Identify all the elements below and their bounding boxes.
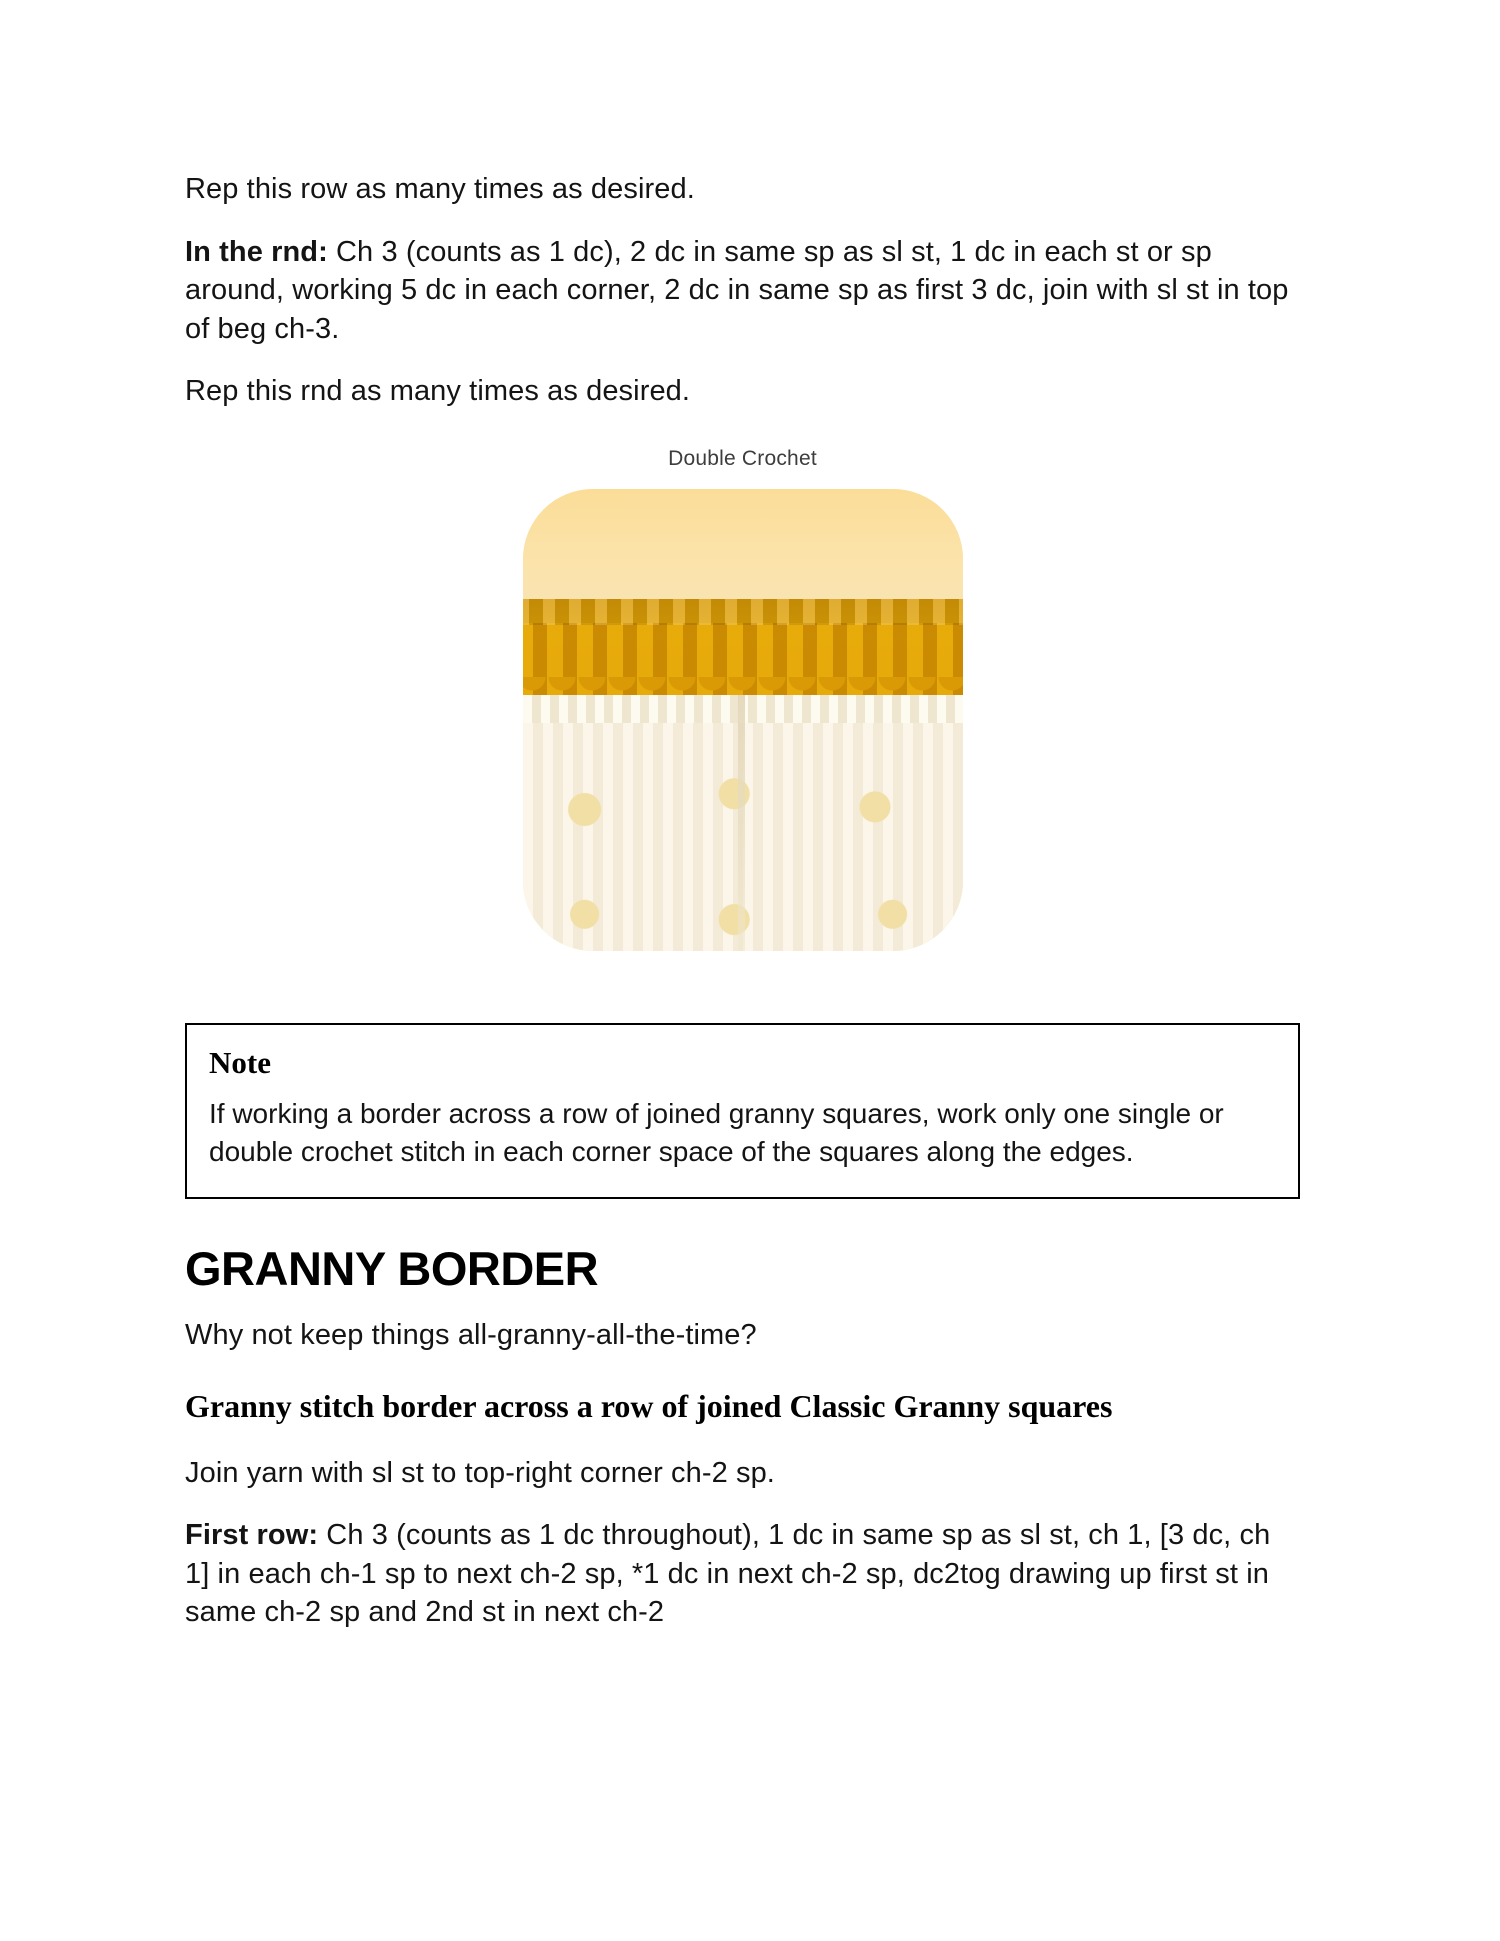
paragraph-join-yarn: Join yarn with sl st to top-right corner ch-2 sp. (185, 1456, 775, 1489)
paragraph-in-the-rnd-body: Ch 3 (counts as 1 dc), 2 dc in same sp as sl st, 1 dc in each st or sp around, working 5 dc in each corner, 2 dc in same sp as first 3 dc, join with sl st in top of beg ch-3. (185, 235, 1289, 345)
paragraph-in-the-rnd (185, 233, 1300, 349)
swatch-double-crochet-band (523, 599, 963, 695)
document-content (185, 170, 1300, 1656)
paragraph-rep-row: Rep this row as many times as desired. (185, 173, 695, 205)
figure-caption: Double Crochet (668, 446, 817, 470)
swatch-band-scallop (523, 677, 963, 705)
paragraph-first-row-body: Ch 3 (counts as 1 dc throughout), 1 dc in same sp as sl st, ch 1, [3 dc, ch 1] in each ch-1 sp to next ch-2 sp, *1 dc in next ch-2 sp, dc2tog drawing up first st in same ch-2 sp and 2nd st in next ch-2 (185, 1519, 1271, 1629)
crochet-swatch-image (523, 489, 963, 951)
section-subtitle: Granny stitch border across a row of joined Classic Granny squares (185, 1387, 1113, 1424)
note-title: Note (209, 1044, 271, 1080)
figure-wrapper (185, 489, 1300, 951)
note-text: If working a border across a row of joined granny squares, work only one single or double crochet stitch in each corner space of the squares along the edges. (209, 1097, 1224, 1167)
swatch-granny-squares (523, 689, 963, 951)
paragraph-in-the-rnd-lead: In the rnd: (185, 235, 328, 268)
section-title-granny-border: GRANNY BORDER (185, 1241, 599, 1295)
paragraph-first-row (185, 1516, 1300, 1632)
section-intro: Why not keep things all-granny-all-the-time? (185, 1318, 757, 1351)
paragraph-first-row-lead: First row: (185, 1519, 319, 1552)
swatch-background-top (523, 489, 963, 614)
note-box (185, 1023, 1300, 1199)
paragraph-rep-rnd: Rep this rnd as many times as desired. (185, 375, 691, 408)
